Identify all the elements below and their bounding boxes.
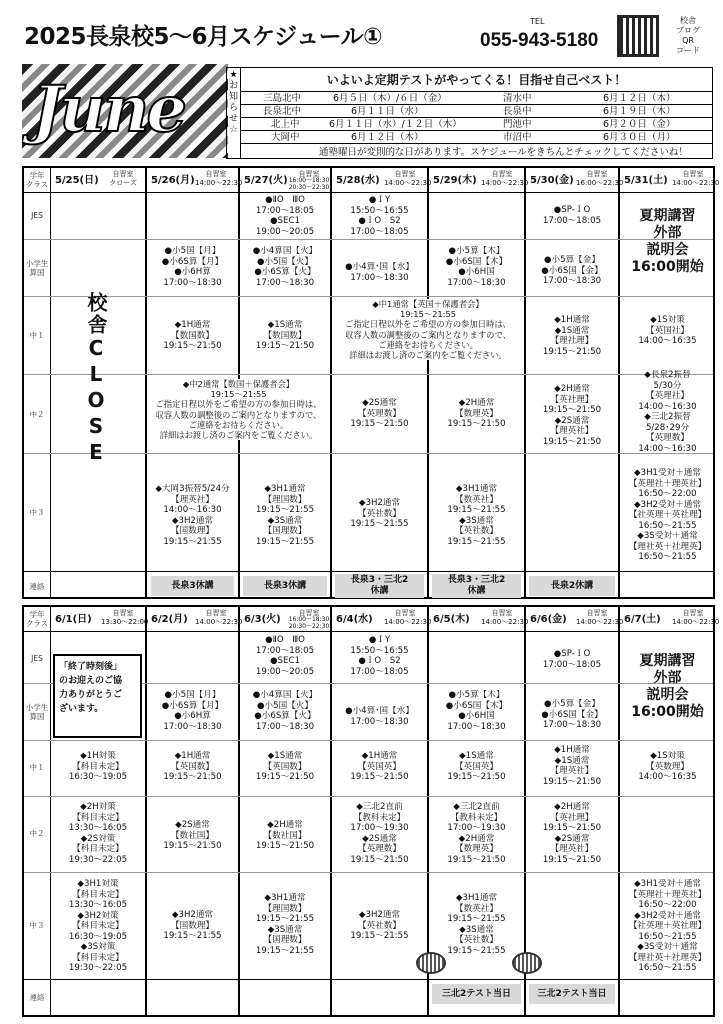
grade-class-label: 学年 クラス	[25, 171, 49, 189]
tel-label: TEL	[530, 17, 545, 26]
j1-cell: ◆1H通常 【英国英】 19:15～21:50	[350, 751, 409, 782]
contact-badge: 長泉2休講	[529, 576, 615, 596]
j3-cell: ◆3H1通常 【理国数】 19:15～21:55 ◆3S通常 【国理数】 19:15～21:55	[255, 893, 315, 956]
j3-cell: ◆3H2通常 【英社数】 19:15～21:55	[350, 910, 409, 941]
row-label-jes: JES	[31, 654, 43, 663]
notice-footer: 通塾曜日が変則的な日があります。スケジュールをきちんとチェックしてくださいね！	[319, 147, 688, 158]
test-date: 6月２０日（金）	[603, 119, 676, 130]
row-label-j1: 中１	[29, 331, 45, 340]
test-date: 6月１９日（木）	[603, 106, 676, 117]
qr-label: 校舎 ブログ QR コード	[676, 16, 700, 55]
j2-cell: ◆2S通常 【英理数】 19:15～21:50	[350, 398, 409, 429]
day-header: 5/29(木) 自習室 14:00～22:30	[433, 170, 529, 187]
day-header: 5/25(日) 自習室 クローズ	[55, 170, 137, 187]
row-label-elementary: 小学生 算国	[25, 259, 49, 277]
qr-code-icon[interactable]	[617, 15, 659, 57]
row-label-j2: 中２	[29, 829, 45, 838]
day-header: 6/4(水) 自習室 14:00～22:30	[336, 609, 432, 626]
j3-cell: ◆3H1通常 【数英社】 19:15～21:55 ◆3S通常 【英社数】 19:15～21:55	[447, 484, 506, 547]
row-label-contact: 連絡	[29, 993, 45, 1002]
day-header: 6/6(金) 自習室 14:00～22:30	[530, 609, 624, 626]
school-name: 三島北中	[263, 93, 302, 104]
jes-cell: ●SP-ＩO 17:00～18:05	[542, 205, 602, 226]
j1-cell: ◆1H通常 【数国数】 19:15～21:50	[163, 320, 222, 351]
j1-cell: ◆1S通常 【英国英】 19:15～21:50	[447, 751, 506, 782]
elem-cell: ●小5算【木】 ●小6S国【木】 ●小6H国 17:00～18:30	[445, 690, 508, 732]
j1-parent-meeting-cell: ◆中1通常【英国＋保護者会】 19:15～21:55 ご指定日程以外をご希望の方の参加日時は、 収容人数の調整後のご案内となりますので、 ご連絡をお待ちください。 詳細はお渡し済のご案内をご覧ください。	[332, 299, 524, 360]
thanks-notice: 「終了時刻後」 のお迎えのご協 力ありがとうご ざいます。	[53, 654, 142, 738]
j1-cell: ◆1H通常 ◆1S通常 【理社理】 19:15～21:50	[542, 315, 602, 357]
elem-cell: ●小5国【月】 ●小6S算【月】 ●小6H算 17:00～18:30	[161, 690, 224, 732]
week2-schedule-table	[22, 605, 720, 1017]
row-label-j1: 中１	[29, 763, 45, 772]
j3-cell: ◆3H1受対＋通常 【英理社＋理英社】 16:50～22:00 ◆3H2受対＋通常 【社英理＋英社理】 16:50～21:55 ◆3S受対＋通常 【理社英＋社理英】 16:50～21:55	[628, 879, 707, 973]
elem-cell: ●小4算国【火】 ●小5国【火】 ●小6S算【火】 17:00～18:30	[252, 246, 318, 288]
day-header: 5/28(水) 自習室 14:00～22:30	[336, 170, 432, 187]
contact-badge: 長泉3・三北2 休講	[432, 574, 521, 598]
test-date: 6月１２日（木）	[351, 132, 424, 143]
school-name: 大岡中	[271, 132, 300, 143]
test-mascot-icon	[416, 952, 446, 974]
contact-badge: 長泉3・三北2 休講	[335, 574, 424, 598]
j2-cell: ◆2H通常 【英社理】 19:15～21:50 ◆2S通常 【理英社】 19:15～21:50	[542, 802, 602, 865]
elem-cell: ●小4算･国【水】 17:00～18:30	[345, 262, 414, 283]
j2-cell: ◆2S通常 【数社国】 19:15～21:50	[163, 820, 222, 851]
j1-cell: ◆1H通常 ◆1S通常 【理英社】 19:15～21:50	[542, 745, 602, 787]
tel-number[interactable]: 055-943-5180	[480, 30, 599, 51]
jes-cell: ●ⅡO ⅢO 17:00～18:05 ●SEC1 19:00～20:05	[255, 635, 315, 677]
j1-cell: ◆1S通常 【数国数】 19:15～21:50	[255, 320, 315, 351]
notice-headline: いよいよ定期テストがやってくる！目指せ自己ベスト！	[241, 68, 712, 92]
school-name: 長泉中	[503, 106, 532, 117]
day-header: 6/5(木) 自習室 14:00～22:30	[433, 609, 529, 626]
jes-cell: ●ＩY 15:50～16:55 ●ＩO S2 17:00～18:05	[350, 635, 409, 677]
j3-cell: ◆3H2通常 【国数理】 19:15～21:55	[163, 910, 222, 941]
elem-cell: ●小5国【月】 ●小6S算【月】 ●小6H算 17:00～18:30	[161, 246, 224, 288]
saturday-event: 夏期講習 外部 説明会 16:00開始	[631, 208, 704, 275]
school-name: 門池中	[503, 119, 532, 130]
j2-cell: ◆2H対策 【科目未定】 13:30～16:05 ◆2S対策 【科目未定】 19:30～22:05	[68, 802, 128, 865]
closed-notice: 校舎CLOSE	[84, 292, 108, 466]
school-name: 北上中	[271, 119, 300, 130]
week1-schedule-table	[22, 166, 720, 599]
j1-cell: ◆1H対策 【科目未定】 16:30～19:05	[68, 751, 128, 782]
jes-cell: ●ⅡO ⅢO 17:00～18:05 ●SEC1 19:00～20:05	[255, 195, 315, 237]
j2-cell: ◆三北2直前 【教科未定】 17:00～19:30 ◆2H通常 【数理英】 19:15～21:50	[447, 802, 506, 865]
notice-side-label: ★ お 知 ら せ ☆	[227, 68, 241, 158]
j1-cell: ◆1S対策 【英数理】 14:00～16:35	[638, 751, 697, 782]
elem-cell: ●小5算【金】 ●小6S国【金】 17:00～18:30	[541, 255, 603, 286]
j2-cell: ◆2H通常 【数理英】 19:15～21:50	[447, 398, 506, 429]
day-header: 5/30(金) 自習室 16:00～22:30	[530, 170, 624, 187]
test-row	[241, 118, 712, 131]
test-date: 6月３０日（月）	[603, 132, 676, 143]
contact-badge: 三北2テスト当日	[529, 984, 615, 1004]
j1-cell: ◆1S対策 【英国社】 14:00～16:35	[638, 315, 697, 346]
row-label-jes: JES	[31, 211, 43, 220]
school-name: 市沼中	[503, 132, 532, 143]
contact-badge: 長泉3休講	[151, 576, 234, 596]
j1-cell: ◆1S通常 【英国数】 19:15～21:50	[255, 751, 315, 782]
day-header: 6/7(土) 自習室 14:00～22:30	[624, 609, 720, 626]
j2-cell: ◆三北2直前 【教科未定】 17:00～19:30 ◆2S通常 【英理数】 19:15～21:50	[350, 802, 409, 865]
contact-badge: 長泉3休講	[243, 576, 327, 596]
grade-class-label: 学年 クラス	[25, 610, 49, 628]
contact-badge: 三北2テスト当日	[432, 984, 521, 1004]
school-name: 清水中	[503, 93, 532, 104]
j3-cell: ◆3H2通常 【英社数】 19:15～21:55	[350, 498, 409, 529]
elem-cell: ●小4算国【火】 ●小5国【火】 ●小6S算【火】 17:00～18:30	[252, 690, 318, 732]
j2-cell: ◆2H通常 【数社国】 19:15～21:50	[255, 820, 315, 851]
row-label-contact: 連絡	[29, 582, 45, 591]
june-banner	[22, 64, 228, 158]
elem-cell: ●小5算【金】 ●小6S国【金】 17:00～18:30	[541, 699, 603, 730]
test-row	[241, 131, 712, 144]
day-header: 5/31(土) 自習室 14:00～22:30	[624, 170, 720, 187]
j3-cell: ◆3H1通常 【理国数】 19:15～21:55 ◆3S通常 【国理数】 19:15～21:55	[255, 484, 315, 547]
day-header: 5/26(月) 自習室 14:00～22:30	[151, 170, 243, 187]
jes-cell: ●SP-ＩO 17:00～18:05	[542, 649, 602, 670]
test-date: 6月１１日（水）/１２日（木）	[329, 119, 462, 130]
school-name: 長泉北中	[263, 106, 302, 117]
saturday-event: 夏期講習 外部 説明会 16:00開始	[631, 653, 704, 720]
row-label-j3: 中３	[29, 921, 45, 930]
test-date: 6月１２日（木）	[603, 93, 676, 104]
j3-cell: ◆大岡3振替5/24分 【理英社】 14:00～16:30 ◆3H2通常 【国数理】 19:15～21:55	[155, 484, 230, 547]
row-label-elementary: 小学生 算国	[25, 703, 49, 721]
notice-box	[226, 67, 713, 159]
day-header: 6/1(日) 自習室 13:30～22:00	[55, 609, 149, 626]
elem-cell: ●小5算【木】 ●小6S国【木】 ●小6H国 17:00～18:30	[445, 246, 508, 288]
day-header: 5/27(火) 自習室 16:00～18:30 20:30～22:30	[244, 170, 330, 191]
test-mascot-icon	[512, 952, 542, 974]
j2-parent-meeting-cell: ◆中2通常【数国＋保護者会】 19:15～21:55 ご指定日程以外をご希望の方の参加日時は、 収容人数の調整後のご案内となりますので、 ご連絡をお待ちください。 詳細はお渡し済のご案内をご覧ください。	[147, 379, 330, 440]
day-header: 6/3(火) 自習室 16:00～18:30 20:30～22:30	[244, 609, 330, 630]
row-label-j3: 中３	[29, 508, 45, 517]
test-row	[241, 92, 712, 105]
j3-cell: ◆3H1対策 【科目未定】 13:30～16:05 ◆3H2対策 【科目未定】 16:30～19:05 ◆3S対策 【科目未定】 19:30～22:05	[68, 879, 128, 973]
j2-cell: ◆長泉2振替 5/30分 【英理社】 14:00～16:30 ◆三北2振替 5/28･29分 【英理数】 14:00～16:30	[638, 370, 697, 454]
test-date: 6月５日（木）/６日（金）	[333, 93, 447, 104]
test-date: 6月１１日（水）	[351, 106, 424, 117]
june-logo-text: June	[32, 72, 185, 147]
jes-cell: ●ＩY 15:50～16:55 ●ＩO S2 17:00～18:05	[350, 195, 409, 237]
elem-cell: ●小4算･国【水】 17:00～18:30	[345, 706, 414, 727]
row-label-j2: 中２	[29, 410, 45, 419]
test-row	[241, 105, 712, 118]
page-title: 2025長泉校5～6月スケジュール①	[24, 24, 383, 50]
j3-cell: ◆3H1通常 【数英社】 19:15～21:55 ◆3S通常 【英社数】 19:15～21:55	[447, 893, 506, 956]
j2-cell: ◆2H通常 【英社理】 19:15～21:50 ◆2S通常 【理英社】 19:15～21:50	[542, 384, 602, 447]
day-header: 6/2(月) 自習室 14:00～22:30	[151, 609, 243, 626]
j1-cell: ◆1H通常 【英国数】 19:15～21:50	[163, 751, 222, 782]
j3-cell: ◆3H1受対＋通常 【英理社＋理英社】 16:50～22:00 ◆3H2受対＋通常 【社英理＋英社理】 16:50～21:55 ◆3S受対＋通常 【理社英＋社理英】 16:50～21:55	[628, 468, 707, 562]
